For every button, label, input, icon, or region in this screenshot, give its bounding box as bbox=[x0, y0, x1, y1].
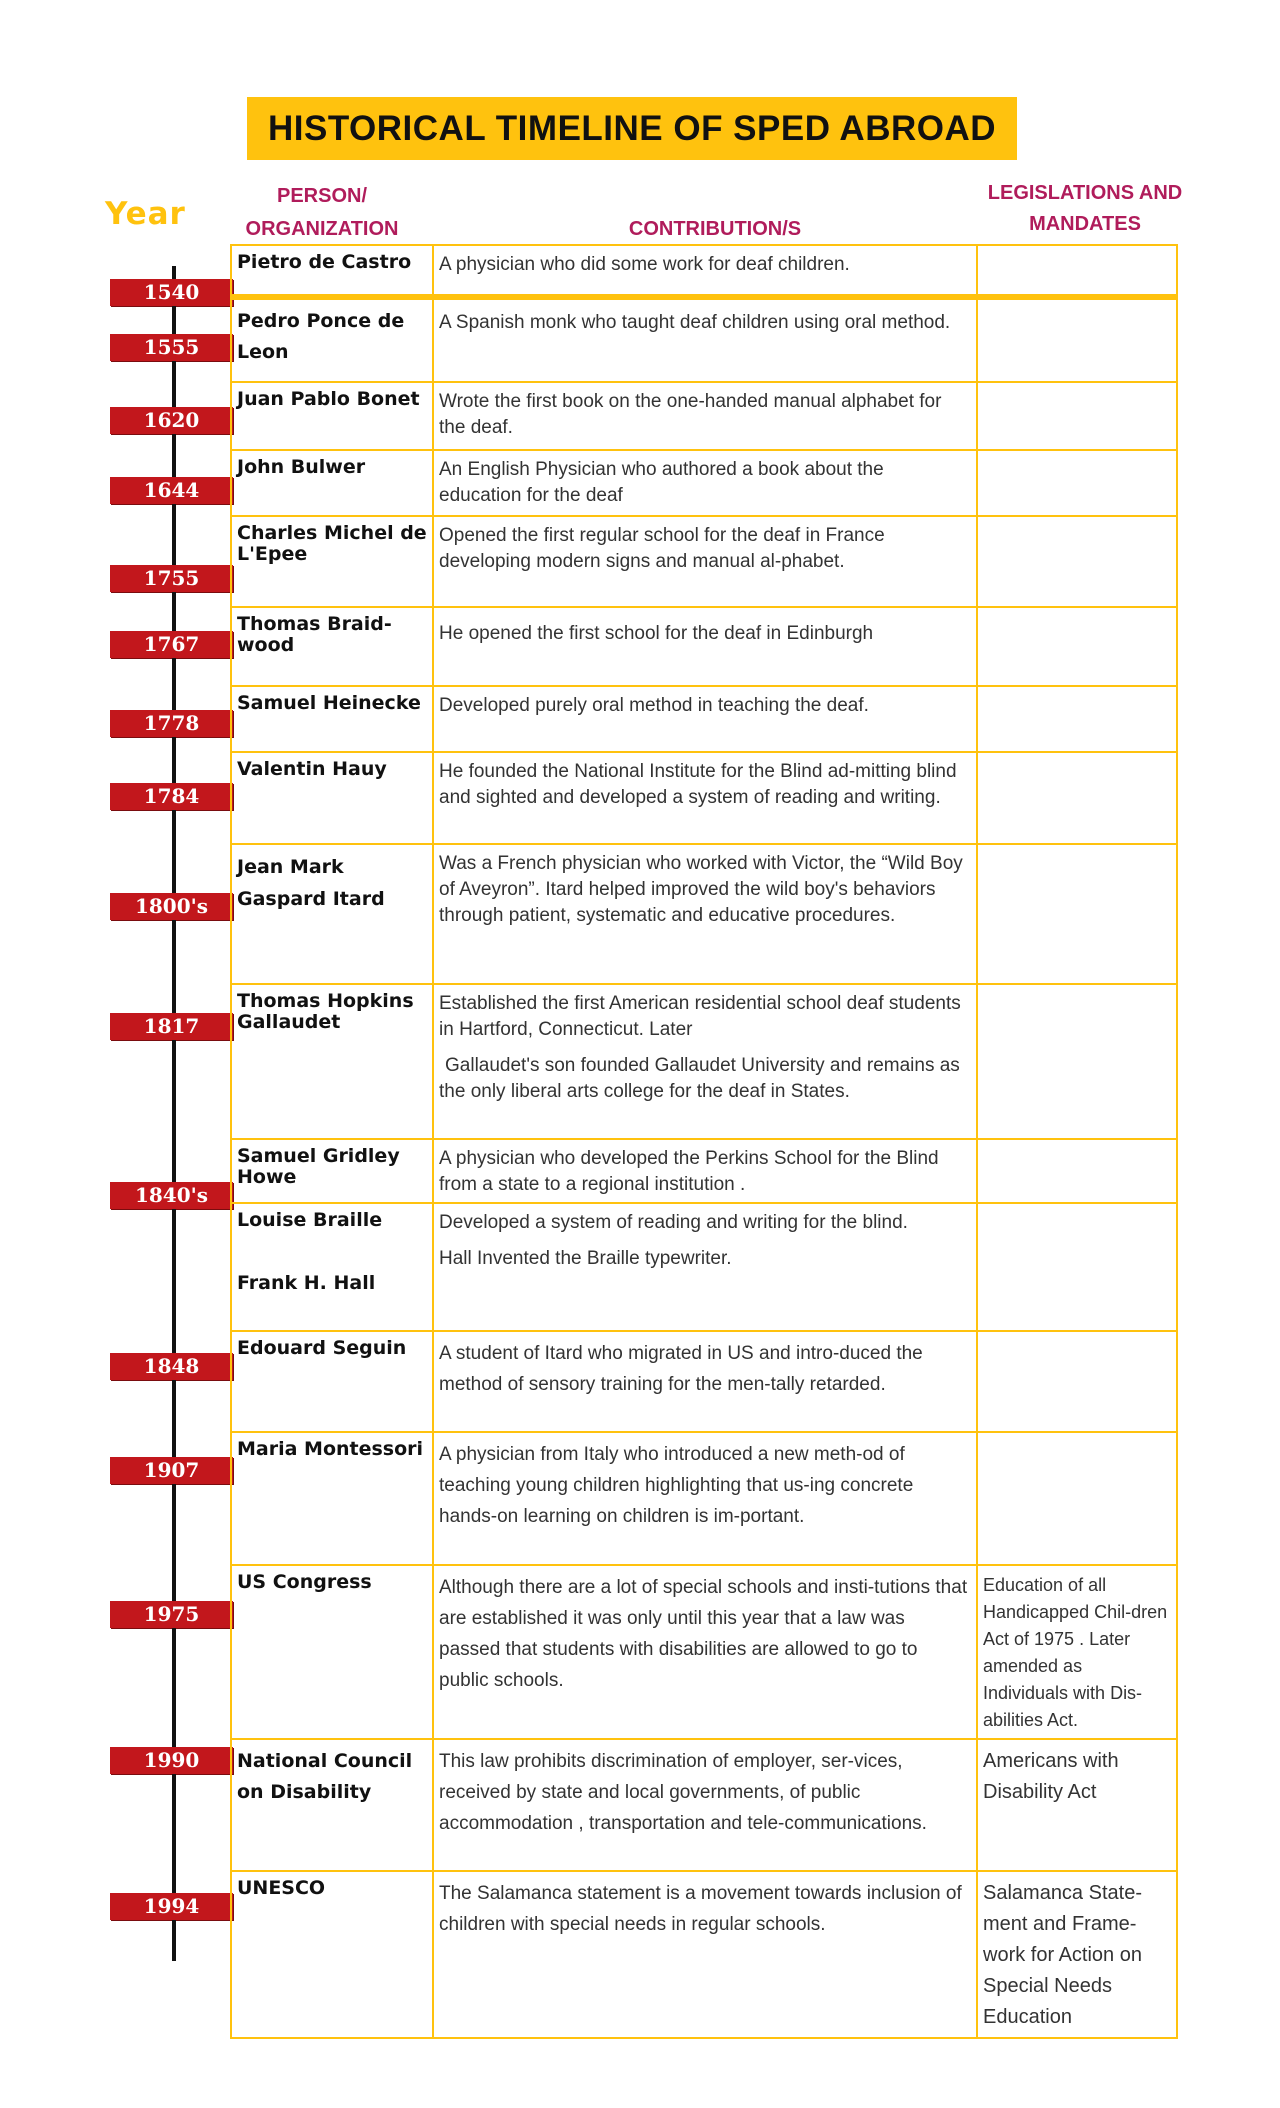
year-marker: 1778 bbox=[110, 710, 233, 737]
year-marker: 1644 bbox=[110, 477, 233, 504]
timeline-table bbox=[230, 244, 1178, 2039]
year-marker: 1907 bbox=[110, 1457, 233, 1484]
contribution-cell: Wrote the first book on the one-handed manual alphabet for the deaf. bbox=[433, 382, 977, 450]
table-row bbox=[231, 984, 1177, 1139]
legislation-cell bbox=[977, 1331, 1177, 1432]
table-row bbox=[231, 516, 1177, 607]
person-cell: National Council on Disability bbox=[231, 1739, 433, 1871]
contribution-cell: Developed purely oral method in teaching the deaf. bbox=[433, 686, 977, 752]
contribution-cell: A physician who developed the Perkins School for the Blind from a state to a regional institution . bbox=[433, 1139, 977, 1203]
year-marker: 1990 bbox=[110, 1747, 233, 1774]
person-cell: John Bulwer bbox=[231, 450, 433, 516]
person-cell: Valentin Hauy bbox=[231, 752, 433, 844]
legislation-cell bbox=[977, 245, 1177, 297]
year-marker: 1767 bbox=[110, 631, 233, 658]
legislation-cell: Education of all Handicapped Chil-dren Act of 1975 . Later amended as Individuals with Dis-abilities Act. bbox=[977, 1565, 1177, 1739]
contribution-cell: An English Physician who authored a book about the education for the deaf bbox=[433, 450, 977, 516]
contribution-cell: Although there are a lot of special schools and insti-tutions that are established it was only until this year that a law was passed that students with disabilities are allowed to go to public schools. bbox=[433, 1565, 977, 1739]
table-row bbox=[231, 245, 1177, 297]
table-row bbox=[231, 1739, 1177, 1871]
year-marker: 1784 bbox=[110, 783, 233, 810]
table-row bbox=[231, 450, 1177, 516]
person-cell: US Congress bbox=[231, 1565, 433, 1739]
person-cell: Pedro Ponce de Leon bbox=[231, 297, 433, 382]
table-row bbox=[231, 1565, 1177, 1739]
contribution-cell: A physician from Italy who introduced a new meth-od of teaching young children highlighting that us-ing concrete hands-on learning on children is im-portant. bbox=[433, 1432, 977, 1565]
year-marker: 1555 bbox=[110, 334, 233, 361]
year-marker: 1994 bbox=[110, 1893, 233, 1920]
person-cell: Samuel Heinecke bbox=[231, 686, 433, 752]
table-row bbox=[231, 844, 1177, 984]
legislation-cell bbox=[977, 516, 1177, 607]
legislation-cell bbox=[977, 297, 1177, 382]
legislation-cell bbox=[977, 1432, 1177, 1565]
contribution-cell bbox=[433, 1203, 977, 1331]
contribution-text: Gallaudet's son founded Gallaudet University and remains as the only liberal arts college for the deaf in States. bbox=[439, 1055, 960, 1102]
contribution-cell: A physician who did some work for deaf children. bbox=[433, 245, 977, 297]
table-row bbox=[231, 1139, 1177, 1203]
person-name: Louise Braille bbox=[237, 1209, 383, 1231]
contribution-cell: Opened the first regular school for the deaf in France developing modern signs and manual al-phabet. bbox=[433, 516, 977, 607]
table-row bbox=[231, 382, 1177, 450]
person-cell: Thomas Braid-wood bbox=[231, 607, 433, 686]
legislation-cell bbox=[977, 686, 1177, 752]
contribution-cell: The Salamanca statement is a movement towards inclusion of children with special needs in regular schools. bbox=[433, 1871, 977, 2038]
contribution-text: Developed a system of reading and writing for the blind. bbox=[439, 1212, 908, 1233]
year-marker: 1975 bbox=[110, 1601, 233, 1628]
legislation-cell: Americans with Disability Act bbox=[977, 1739, 1177, 1871]
contribution-cell: A student of Itard who migrated in US and intro-duced the method of sensory training for the men-tally retarded. bbox=[433, 1331, 977, 1432]
person-cell: UNESCO bbox=[231, 1871, 433, 2038]
person-cell: Pietro de Castro bbox=[231, 245, 433, 297]
legislation-cell bbox=[977, 382, 1177, 450]
person-cell: Jean Mark Gaspard Itard bbox=[231, 844, 433, 984]
legislation-cell bbox=[977, 1203, 1177, 1331]
legislation-cell bbox=[977, 984, 1177, 1139]
table-row bbox=[231, 752, 1177, 844]
contribution-text: Hall Invented the Braille typewriter. bbox=[439, 1248, 732, 1269]
contribution-cell bbox=[433, 984, 977, 1139]
timeline-axis bbox=[172, 266, 176, 1961]
year-header: Year bbox=[105, 196, 186, 232]
table-row bbox=[231, 1871, 1177, 2038]
year-marker: 1540 bbox=[110, 279, 233, 306]
contribution-cell: He opened the first school for the deaf in Edinburgh bbox=[433, 607, 977, 686]
person-cell: Maria Montessori bbox=[231, 1432, 433, 1565]
table-row bbox=[231, 1432, 1177, 1565]
person-cell: Juan Pablo Bonet bbox=[231, 382, 433, 450]
table-row bbox=[231, 686, 1177, 752]
table-row bbox=[231, 297, 1177, 382]
contribution-cell: Was a French physician who worked with Victor, the “Wild Boy of Aveyron”. Itard helped improved the wild boy's behaviors through patient, systematic and educative procedures. bbox=[433, 844, 977, 984]
legislation-header: LEGISLATIONS AND MANDATES bbox=[987, 182, 1183, 235]
year-marker: 1755 bbox=[110, 565, 233, 592]
year-marker: 1848 bbox=[110, 1353, 233, 1380]
person-cell: Samuel Gridley Howe bbox=[231, 1139, 433, 1203]
table-row bbox=[231, 607, 1177, 686]
year-marker: 1620 bbox=[110, 407, 233, 434]
contribution-cell: A Spanish monk who taught deaf children using oral method. bbox=[433, 297, 977, 382]
contribution-cell: He founded the National Institute for the Blind ad-mitting blind and sighted and developed a system of reading and writing. bbox=[433, 752, 977, 844]
person-header: PERSON/ ORGANIZATION bbox=[245, 185, 399, 240]
page-title: HISTORICAL TIMELINE OF SPED ABROAD bbox=[267, 108, 997, 148]
person-cell bbox=[231, 1203, 433, 1331]
table-row bbox=[231, 1331, 1177, 1432]
table-row bbox=[231, 1203, 1177, 1331]
legislation-cell bbox=[977, 844, 1177, 984]
legislation-cell bbox=[977, 752, 1177, 844]
person-name: Frank H. Hall bbox=[237, 1272, 376, 1294]
legislation-cell bbox=[977, 450, 1177, 516]
year-marker: 1800's bbox=[110, 893, 233, 920]
title-banner bbox=[247, 97, 1017, 160]
year-marker: 1840's bbox=[110, 1182, 233, 1209]
contribution-header: CONTRIBUTION/S bbox=[628, 218, 802, 240]
person-cell: Charles Michel de L'Epee bbox=[231, 516, 433, 607]
legislation-cell bbox=[977, 607, 1177, 686]
person-cell: Thomas Hopkins Gallaudet bbox=[231, 984, 433, 1139]
legislation-cell bbox=[977, 1139, 1177, 1203]
person-cell: Edouard Seguin bbox=[231, 1331, 433, 1432]
year-marker: 1817 bbox=[110, 1013, 233, 1040]
legislation-cell: Salamanca State-ment and Frame-work for Action on Special Needs Education bbox=[977, 1871, 1177, 2038]
contribution-cell: This law prohibits discrimination of employer, ser-vices, received by state and local governments, of public accommodation , transportation and tele-communications. bbox=[433, 1739, 977, 1871]
contribution-text: Established the first American residential school deaf students in Hartford, Connecticut. Later bbox=[439, 993, 961, 1040]
